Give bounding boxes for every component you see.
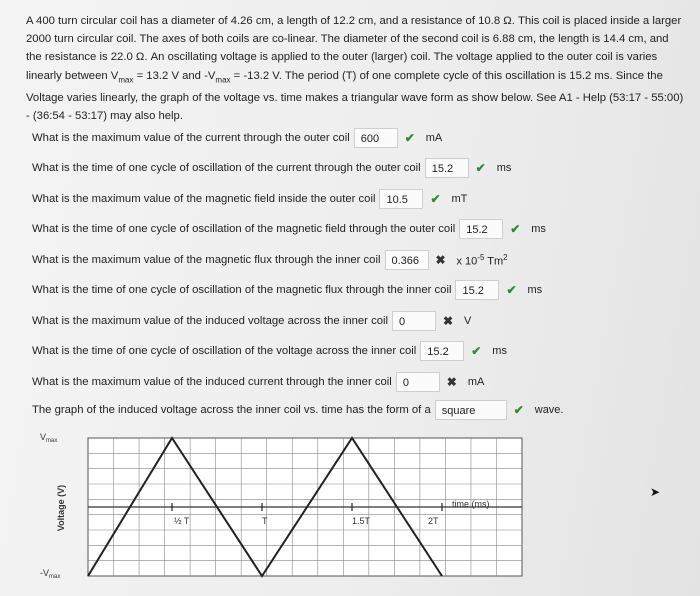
check-icon: ✔ xyxy=(475,161,486,175)
question-text: What is the time of one cycle of oscillation of the voltage across the inner coil xyxy=(32,345,417,357)
question-text: What is the time of one cycle of oscillation of the current through the outer coil xyxy=(32,162,421,174)
answer-input[interactable]: 15.2 xyxy=(459,219,503,239)
problem-statement xyxy=(26,12,686,125)
answer-input[interactable]: square xyxy=(435,400,507,420)
answer-input[interactable]: 15.2 xyxy=(455,280,499,300)
tick-label-2t: 2T xyxy=(428,516,439,526)
answer-input[interactable]: 0 xyxy=(396,372,440,392)
question-row xyxy=(32,189,467,209)
tick-label-1-5t: 1.5T xyxy=(352,516,371,526)
unit-label: mA xyxy=(425,132,443,144)
cross-icon: ✖ xyxy=(443,314,454,328)
question-row xyxy=(32,372,484,392)
question-row xyxy=(32,219,546,239)
question-text: What is the maximum value of the induced voltage across the inner coil xyxy=(32,315,389,327)
intro-text-1: A 400 turn circular coil has a diameter of 4.26 cm, a length of 12.2 cm, and a resistance of 10.8 Ω. This coil is placed inside a larger 2000 turn circular coil. The axes of both coils are co-linear. The diameter of the second coil is 6.88 cm, the length is 14.4 cm, and the resistance is 22.0 Ω. An oscillating voltage is applied to the outer (larger) coil. The voltage applied to the outer coil is varies linearly between V xyxy=(26,15,682,82)
question-text: What is the time of one cycle of oscillation of the magnetic flux through the inner coil xyxy=(32,284,452,296)
question-text: What is the maximum value of the magnetic flux through the inner coil xyxy=(32,254,381,266)
cross-icon: ✖ xyxy=(446,375,457,389)
unit-label: ms xyxy=(531,223,546,235)
answer-input[interactable]: 15.2 xyxy=(420,341,464,361)
check-icon: ✔ xyxy=(471,344,482,358)
mouse-cursor-icon: ➤ xyxy=(650,485,661,499)
intro-text-2: = 13.2 V and -V xyxy=(133,69,216,82)
question-row xyxy=(32,158,511,178)
unit-label: x $10^{-5}$ Tm$^2$ xyxy=(456,252,508,268)
ymin-label: $-V_{max}$ xyxy=(40,568,61,580)
question-text: What is the maximum value of the induced current through the inner coil xyxy=(32,376,392,388)
question-text: What is the time of one cycle of oscillation of the magnetic field through the outer coil xyxy=(32,223,456,235)
check-icon: ✔ xyxy=(506,283,517,297)
question-row xyxy=(32,280,542,300)
vmax-subscript: max xyxy=(118,74,134,84)
answer-input[interactable]: 600 xyxy=(354,128,398,148)
check-icon: ✔ xyxy=(404,131,415,145)
unit-label: ms xyxy=(527,284,543,296)
voltage-time-graph xyxy=(34,428,594,588)
ymax-label: $V_{max}$ xyxy=(40,432,58,444)
answer-input[interactable]: 10.5 xyxy=(379,189,423,209)
vmax-subscript: max xyxy=(215,74,231,84)
answer-input[interactable]: 15.2 xyxy=(425,158,469,178)
unit-label: V xyxy=(464,315,472,327)
question-text: What is the maximum value of the magnetic field inside the outer coil xyxy=(32,193,376,205)
question-row xyxy=(32,311,471,331)
question-row xyxy=(32,400,564,420)
cross-icon: ✖ xyxy=(435,253,446,267)
question-row xyxy=(32,341,507,361)
unit-label: mA xyxy=(467,376,485,388)
unit-label: mT xyxy=(451,193,468,205)
check-icon: ✔ xyxy=(510,222,521,236)
y-axis-label: Voltage (V) xyxy=(56,484,66,532)
question-text: The graph of the induced voltage across the inner coil vs. time has the form of a xyxy=(32,404,431,416)
unit-label: ms xyxy=(492,345,507,357)
x-axis-label: time (ms) xyxy=(452,499,490,509)
tick-label-half-t: ½ T xyxy=(174,516,190,526)
unit-label: wave. xyxy=(534,404,564,416)
intro-text-3: = -13.2 V. The period (T) of one complete cycle of this oscillation is 15.2 ms. Since the Voltage varies linearly, the graph of the voltage vs. time makes a triangular wave form as show below. See A1 - Help (53:17 - 55:00) - (36:54 - 53:17) may also help. xyxy=(26,69,684,123)
question-text: What is the maximum value of the current through the outer coil xyxy=(32,132,350,144)
check-icon: ✔ xyxy=(513,403,524,417)
question-row xyxy=(32,128,442,148)
answer-input[interactable]: 0 xyxy=(392,311,436,331)
answer-input[interactable]: 0.366 xyxy=(385,250,429,270)
tick-label-t: T xyxy=(262,516,268,526)
check-icon: ✔ xyxy=(430,192,441,206)
unit-label: ms xyxy=(496,162,512,174)
question-row xyxy=(32,250,508,270)
